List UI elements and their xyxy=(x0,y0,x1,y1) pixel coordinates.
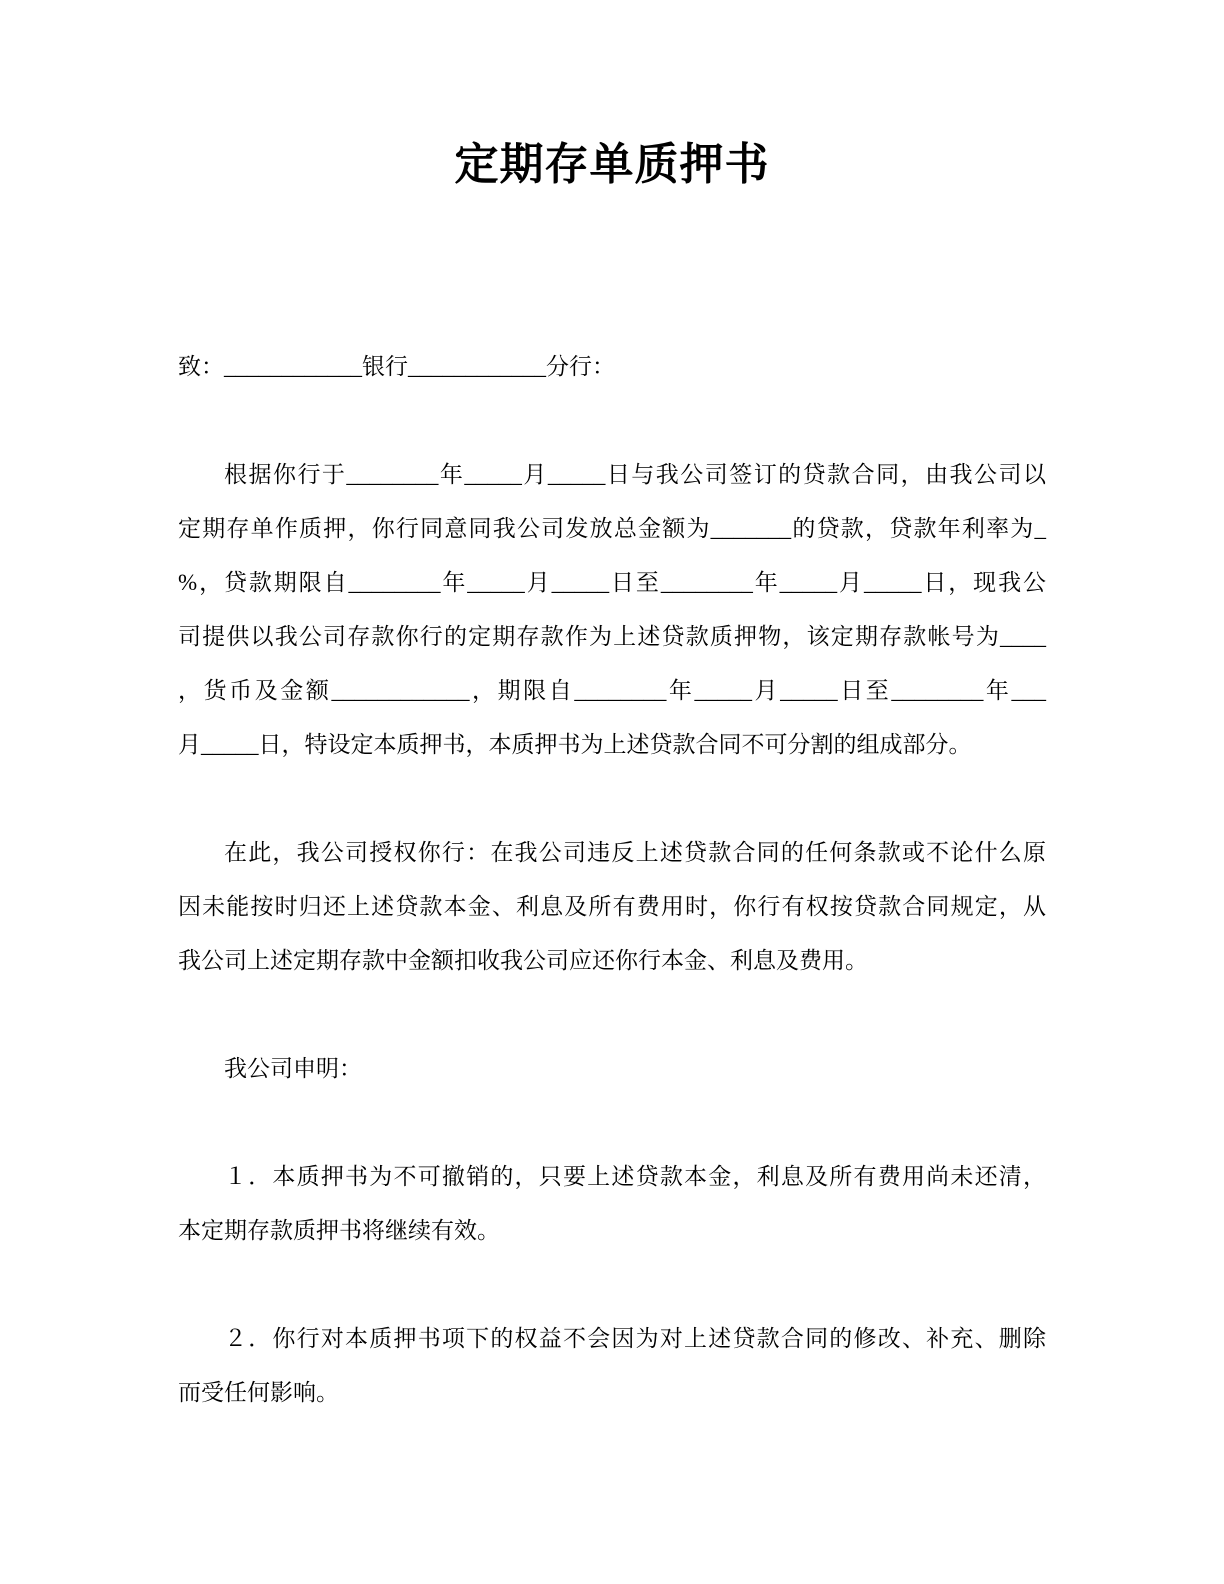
body-line: 本定期存款质押书将继续有效。 xyxy=(178,1218,500,1243)
body-line: 在此，我公司授权你行：在我公司违反上述贷款合同的任何条款或不论什么原 xyxy=(224,840,1046,865)
body-line: 我公司上述定期存款中金额扣收我公司应还你行本金、利息及费用。 xyxy=(178,948,868,973)
document-title: 定期存单质押书 xyxy=(454,140,770,189)
body-line: %，贷款期限自________年_____月_____日至________年_____月_____日，现我公 xyxy=(178,570,1046,595)
salutation-line: 致：____________银行____________分行： xyxy=(178,354,615,379)
paragraph-loan-terms xyxy=(178,448,1046,772)
body-line: 月_____日，特设定本质押书，本质押书为上述贷款合同不可分割的组成部分。 xyxy=(178,732,972,757)
body-line: １．本质押书为不可撤销的，只要上述贷款本金，利息及所有费用尚未还清， xyxy=(224,1164,1046,1189)
body-line: 而受任何影响。 xyxy=(178,1380,339,1405)
paragraph-authorization xyxy=(178,826,1046,988)
body-line: 司提供以我公司存款你行的定期存款作为上述贷款质押物，该定期存款帐号为____ xyxy=(178,624,1046,649)
declaration-heading: 我公司申明： xyxy=(224,1056,362,1081)
declaration-item-2 xyxy=(178,1312,1046,1420)
body-line: 因未能按时归还上述贷款本金、利息及所有费用时，你行有权按贷款合同规定，从 xyxy=(178,894,1046,919)
declaration-item-1 xyxy=(178,1150,1046,1258)
body-line: 根据你行于________年_____月_____日与我公司签订的贷款合同，由我公司以 xyxy=(224,462,1046,487)
body-line: ２．你行对本质押书项下的权益不会因为对上述贷款合同的修改、补充、删除 xyxy=(224,1326,1046,1351)
body-line: 定期存单作质押，你行同意同我公司发放总金额为_______的贷款，贷款年利率为_ xyxy=(178,516,1046,541)
body-line: ，货币及金额____________，期限自________年_____月_____日至________年___ xyxy=(178,678,1046,703)
